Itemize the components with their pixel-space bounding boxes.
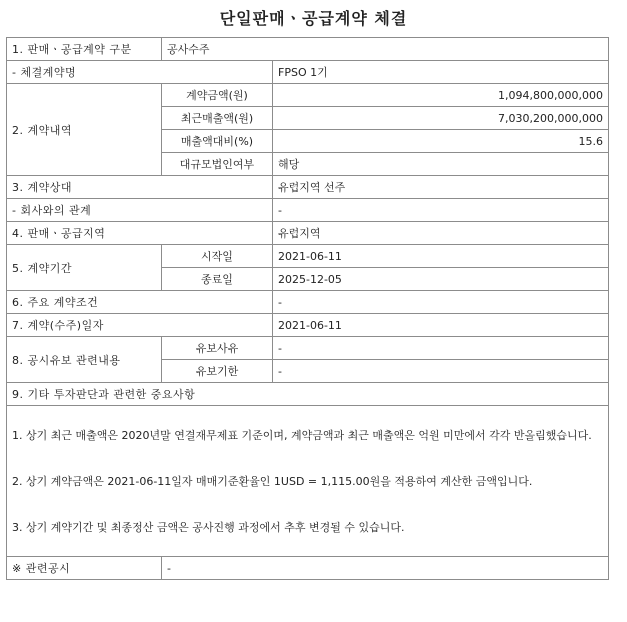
main-terms-label: 6. 주요 계약조건 — [7, 291, 273, 314]
relationship-value: - — [273, 199, 609, 222]
table-row — [7, 314, 609, 337]
contract-name-label: - 체결계약명 — [7, 61, 273, 84]
table-row — [7, 61, 609, 84]
table-row — [7, 38, 609, 61]
supply-region-value: 유럽지역 — [273, 222, 609, 245]
contract-name-value: FPSO 1기 — [273, 61, 609, 84]
contract-amount-value: 1,094,800,000,000 — [273, 84, 609, 107]
table-row — [7, 222, 609, 245]
counterparty-value: 유럽지역 선주 — [273, 176, 609, 199]
deferral-period-value: - — [273, 360, 609, 383]
contract-type-label: 1. 판매ㆍ공급계약 구분 — [7, 38, 162, 61]
start-date-value: 2021-06-11 — [273, 245, 609, 268]
large-corp-value: 해당 — [273, 153, 609, 176]
contract-type-value: 공사수주 — [162, 38, 609, 61]
start-date-label: 시작일 — [162, 245, 273, 268]
related-disclosure-value: - — [162, 557, 609, 580]
table-row — [7, 176, 609, 199]
sales-ratio-value: 15.6 — [273, 130, 609, 153]
note-paragraph: 3. 상기 계약기간 및 최종정산 금액은 공사진행 과정에서 추후 변경될 수 있습니다. — [12, 520, 405, 534]
note-paragraph: 2. 상기 계약금액은 2021-06-11일자 매매기준환율인 1USD = 1,115.00원을 적용하여 계산한 금액입니다. — [12, 474, 533, 488]
other-matters-label: 9. 기타 투자판단과 관련한 중요사항 — [7, 383, 609, 406]
table-row — [7, 557, 609, 580]
deferral-reason-label: 유보사유 — [162, 337, 273, 360]
contract-date-label: 7. 계약(수주)일자 — [7, 314, 273, 337]
table-row — [7, 291, 609, 314]
contract-period-label: 5. 계약기간 — [7, 245, 162, 291]
recent-sales-value: 7,030,200,000,000 — [273, 107, 609, 130]
contract-amount-label: 계약금액(원) — [162, 84, 273, 107]
end-date-value: 2025-12-05 — [273, 268, 609, 291]
table-row — [7, 406, 609, 557]
note-paragraph: 1. 상기 최근 매출액은 2020년말 연결재무제표 기준이며, 계약금액과 최근 매출액은 억원 미만에서 각각 반올림했습니다. — [12, 428, 592, 442]
recent-sales-label: 최근매출액(원) — [162, 107, 273, 130]
deferral-period-label: 유보기한 — [162, 360, 273, 383]
main-terms-value: - — [273, 291, 609, 314]
large-corp-label: 대규모법인여부 — [162, 153, 273, 176]
related-disclosure-label: ※ 관련공시 — [7, 557, 162, 580]
supply-region-label: 4. 판매ㆍ공급지역 — [7, 222, 273, 245]
counterparty-label: 3. 계약상대 — [7, 176, 273, 199]
table-row — [7, 84, 609, 107]
table-row — [7, 383, 609, 406]
sales-ratio-label: 매출액대비(%) — [162, 130, 273, 153]
deferral-reason-value: - — [273, 337, 609, 360]
deferral-label: 8. 공시유보 관련내용 — [7, 337, 162, 383]
end-date-label: 종료일 — [162, 268, 273, 291]
disclosure-table — [6, 37, 609, 580]
table-row — [7, 245, 609, 268]
other-matters-notes — [7, 406, 609, 557]
relationship-label: - 회사와의 관계 — [7, 199, 273, 222]
page-title: 단일판매ㆍ공급계약 체결 — [219, 9, 408, 28]
contract-details-label: 2. 계약내역 — [7, 84, 162, 176]
table-row — [7, 199, 609, 222]
contract-date-value: 2021-06-11 — [273, 314, 609, 337]
table-row — [7, 337, 609, 360]
